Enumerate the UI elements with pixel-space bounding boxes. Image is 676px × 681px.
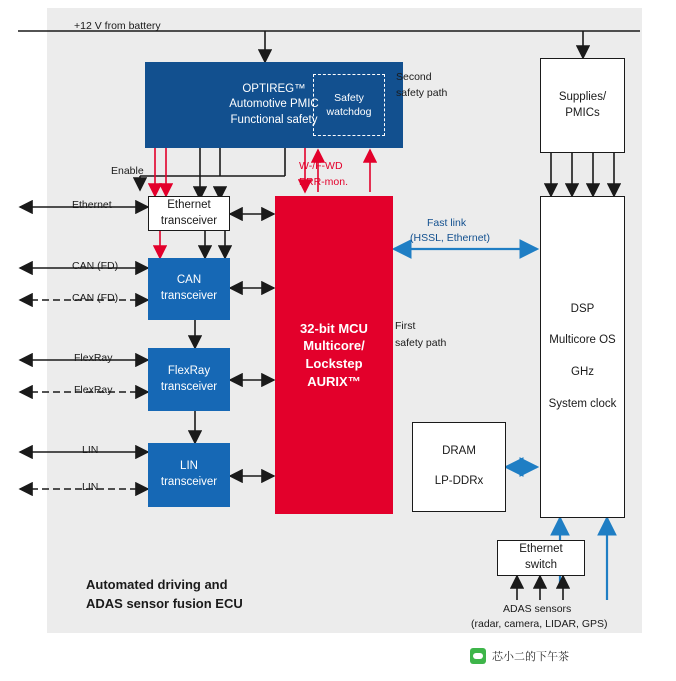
label-fast-link-line1: Fast link (427, 217, 467, 229)
mcu-line1: 32-bit MCU (300, 320, 368, 336)
label-lin-2: LIN (82, 481, 99, 493)
label-adas-sensors-line1: ADAS sensors (503, 603, 572, 615)
diagram-title (86, 576, 243, 614)
block-dram (412, 422, 506, 512)
watchdog-line1: Safety (334, 91, 364, 104)
label-first-safety-path-line2: safety path (395, 337, 447, 349)
eth-tr-line1: Ethernet (167, 198, 211, 211)
label-flexray-1: FlexRay (74, 352, 113, 364)
label-first-safety-path-line1: First (395, 320, 416, 332)
mcu-line4: AURIX™ (307, 373, 361, 389)
label-power-rail: +12 V from battery (74, 20, 161, 32)
dram-line1: DRAM (442, 445, 476, 458)
label-lin-1: LIN (82, 444, 99, 456)
footer-text: 芯小二的下午茶 (492, 651, 569, 663)
block-lin-transceiver (148, 443, 230, 507)
soc-line3: GHz (571, 366, 594, 378)
footer-watermark (470, 648, 569, 664)
label-flexray-2: FlexRay (74, 384, 113, 396)
pmic-line3: Functional safety (230, 113, 318, 126)
lin-tr-line1: LIN (180, 460, 198, 473)
eth-sw-line2: switch (525, 559, 557, 571)
block-flexray-transceiver (148, 348, 230, 411)
supplies-line2: PMICs (565, 106, 600, 119)
label-second-safety-path-line2: safety path (396, 87, 448, 99)
diagram-title-line2: ADAS sensor fusion ECU (86, 595, 243, 611)
wechat-icon (470, 648, 486, 664)
label-wfwd-line1: W-/F-WD (299, 160, 343, 172)
can-tr-line1: CAN (176, 274, 202, 287)
label-can-fd-2: CAN (FD) (72, 292, 119, 304)
block-soc-dsp (540, 196, 625, 518)
dram-line2: LP-DDRx (434, 475, 484, 487)
soc-line2: Multicore OS (549, 334, 616, 347)
soc-line4: System clock (548, 397, 617, 410)
block-ethernet-switch (497, 540, 585, 576)
supplies-line1: Supplies/ (558, 90, 607, 103)
mcu-line3: Lockstep (305, 356, 363, 371)
label-enable: Enable (111, 165, 144, 177)
block-safety-watchdog (313, 74, 385, 136)
lin-tr-line2: transceiver (160, 476, 218, 488)
block-supplies-pmics (540, 58, 625, 153)
label-can-fd-1: CAN (FD) (72, 260, 119, 272)
block-ethernet-transceiver (148, 196, 230, 231)
diagram-title-line1: Automated driving and (86, 577, 228, 592)
label-ethernet: Ethernet (72, 199, 112, 211)
watchdog-line2: watchdog (326, 106, 372, 118)
can-tr-line2: transceiver (160, 290, 218, 302)
label-second-safety-path-line1: Second (396, 71, 432, 83)
mcu-line2: Multicore/ (303, 338, 365, 354)
soc-line1: DSP (570, 302, 595, 315)
eth-tr-line2: transceiver (160, 214, 218, 227)
pmic-line1: OPTIREG™ (242, 82, 306, 95)
flexray-tr-line1: FlexRay (167, 364, 211, 377)
eth-sw-line1: Ethernet (519, 543, 563, 556)
label-wfwd-line2: ERR-mon. (299, 176, 349, 188)
label-fast-link-line2: (HSSL, Ethernet) (410, 232, 490, 244)
pmic-line2: Automotive PMIC (229, 98, 319, 111)
label-adas-sensors-line2: (radar, camera, LIDAR, GPS) (471, 618, 608, 630)
block-can-transceiver (148, 258, 230, 320)
block-mcu-aurix (275, 196, 393, 514)
flexray-tr-line2: transceiver (160, 380, 218, 393)
